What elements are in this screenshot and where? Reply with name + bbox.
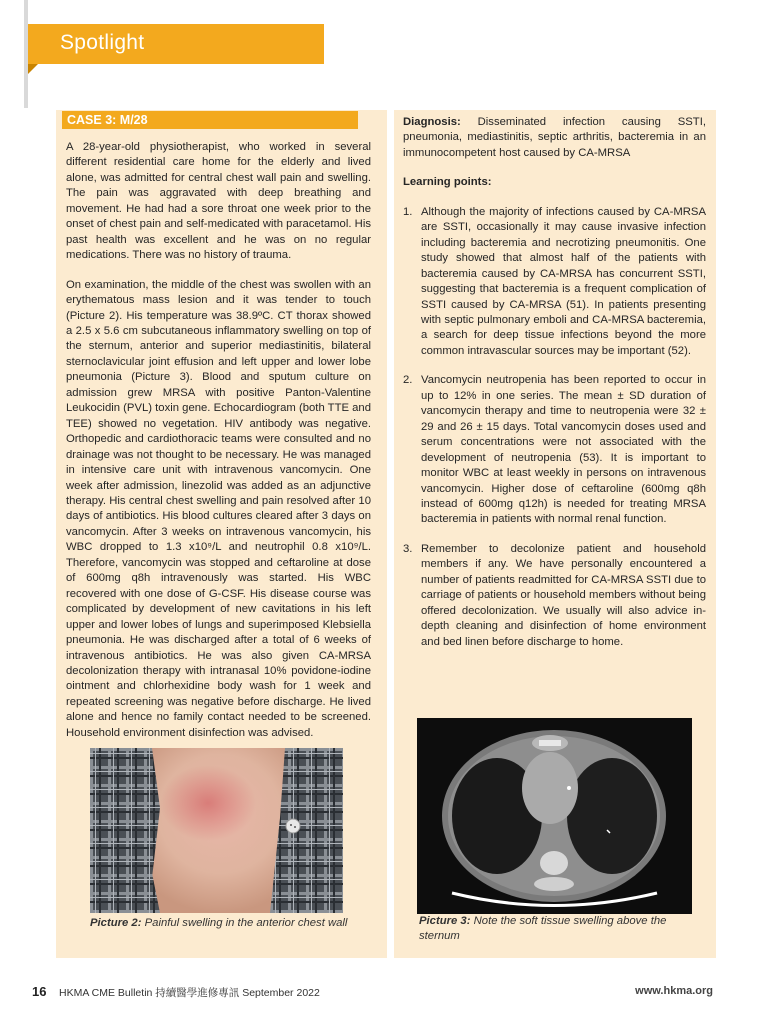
case-title: CASE 3: M/28 (62, 111, 358, 129)
diagnosis-text: Disseminated infection causing SSTI, pneumonia, mediastinitis, septic arthritis, bacteremia in an immunocompetent host caused by CA-MRSA (403, 116, 706, 159)
diagnosis-paragraph (403, 115, 706, 161)
section-title: Spotlight (60, 31, 145, 54)
point-text: Vancomycin neutropenia has been reported to occur in up to 12% in one series. The mean ± SD duration of vancomycin therapy and time to neutropenia were 32 ± 29 and 26 ± 15 days. Total vancomycin doses used and serum concentrations were not associated with the development of neutropenia (53). It is important to monitor WBC at least weekly in persons on intravenous vancomycin. Higher dose of ceftaroline (600mg q8h instead of 600mg q12h) is needed for treating MRSA bacteremia in patients with normal renal function. (421, 374, 706, 526)
case-paragraph-1: A 28-year-old physiotherapist, who worked in several different residential care home for the elderly and lived alone, was admitted for central chest wall pain and swelling. The pain was aggravated with deep breathing and movement. He had had a sore throat one week prior to the onset of chest pain and self-medicated with paracetamol. His past health was excellent and he was on no regular medications. There was no history of trauma. (66, 141, 371, 262)
picture-3-label: Picture 3: (419, 915, 471, 927)
picture-2-text: Painful swelling in the anterior chest wall (141, 917, 348, 929)
diagnosis-label: Diagnosis: (403, 116, 461, 128)
point-number: 1. (403, 205, 413, 218)
point-text: Although the majority of infections caused by CA-MRSA are SSTI, occasionally it may cause invasive infection including bacteremia and necrotizing pneumonitis. One study showed that almost half of the patients with bacteremia caused by CA-MRSA has concurrent SSTI, suggesting that bacteremia is a frequent complication of SSTI caused by CA-MRSA (51). In patients presenting with septic pulmonary emboli and CA-MRSA bacteremia, a search for deep tissue infections beyond the more common intravascular sources may be important (52). (421, 205, 706, 357)
picture-3-text: Note the soft tissue swelling above the sternum (419, 915, 667, 942)
case-paragraph-2: On examination, the middle of the chest was swollen with an erythematous mass lesion and it was tender to touch (Picture 2). His temperature was 38.9ºC. CT thorax showed a 2.5 x 5.6 cm subcutaneous inflammatory swelling on top of the sternum, anterior and superior mediastinitis, bilateral sternoclavicular joint effusion and left upper and lower lobe pneumonia (Picture 3). Blood and sputum culture on admission grew MRSA with positive Panton-Valentine Leukocidin (PVL) toxin gene. Echocardiogram (both TTE and TEE) showed no vegetation. HIV antibody was negative. Orthopedic and cardiothoracic teams were consulted and no drainage was not thought to be necessary. He was managed in intensive care unit with intravenous vancomycin. One week after admission, linezolid was added as an adjunctive therapy. His central chest swelling and pain resolved after 10 days of antibiotics. His blood cultures cleared after 3 days on vancomycin. After 3 weeks on intravenous vancomycin, his WBC dropped to 1.3 x10⁹/L and neutrophil 0.8 x10⁹/L. Therefore, vancomycin was stopped and ceftaroline at dose of 600mg q8h intravenously was started. His WBC recovered with one dose of G-CSF. His disease course was complicated by development of new cavitations in his left upper and lower lobes of lungs and superimposed Klebsiella pneumonia. He was discharged after a total of 6 weeks of intravenous antibiotics. He was also given CA-MRSA decolonization therapy with intranasal 10% povidone-iodine ointment and chlorhexidine body wash for 1 week and repeated screening was negative before discharge. He lived alone and hence no family contact needed to be screened. Household environment disinfection was advised. (66, 278, 371, 739)
chest-swelling-photo (90, 748, 343, 913)
learning-point (403, 205, 706, 360)
header-divider-line (24, 0, 28, 108)
case-history (66, 140, 371, 755)
point-text: Remember to decolonize patient and household members if any. We have personally encountered a number of patients readmitted for CA-MRSA SSTI due to carriage of patients or household members without being offered decolonization. We usually will also advice in-depth cleaning and disinfection of home environment and bed linen before discharge to home. (421, 542, 706, 648)
ct-thorax-image (417, 718, 692, 914)
learning-point (403, 373, 706, 528)
publication-info: HKMA CME Bulletin 持續醫學進修專訊 September 2022 (59, 987, 320, 999)
point-number: 2. (403, 374, 413, 387)
picture-2-caption (90, 916, 350, 931)
page-number: 16 (32, 984, 47, 999)
learning-points-list (403, 205, 706, 650)
point-number: 3. (403, 542, 413, 555)
learning-point (403, 542, 706, 650)
diagnosis-section (403, 115, 706, 664)
picture-2-label: Picture 2: (90, 917, 142, 929)
website-link[interactable]: www.hkma.org (635, 985, 713, 997)
learning-points-heading: Learning points: (403, 176, 492, 189)
banner-fold (28, 64, 38, 74)
picture-3-caption (419, 914, 699, 943)
